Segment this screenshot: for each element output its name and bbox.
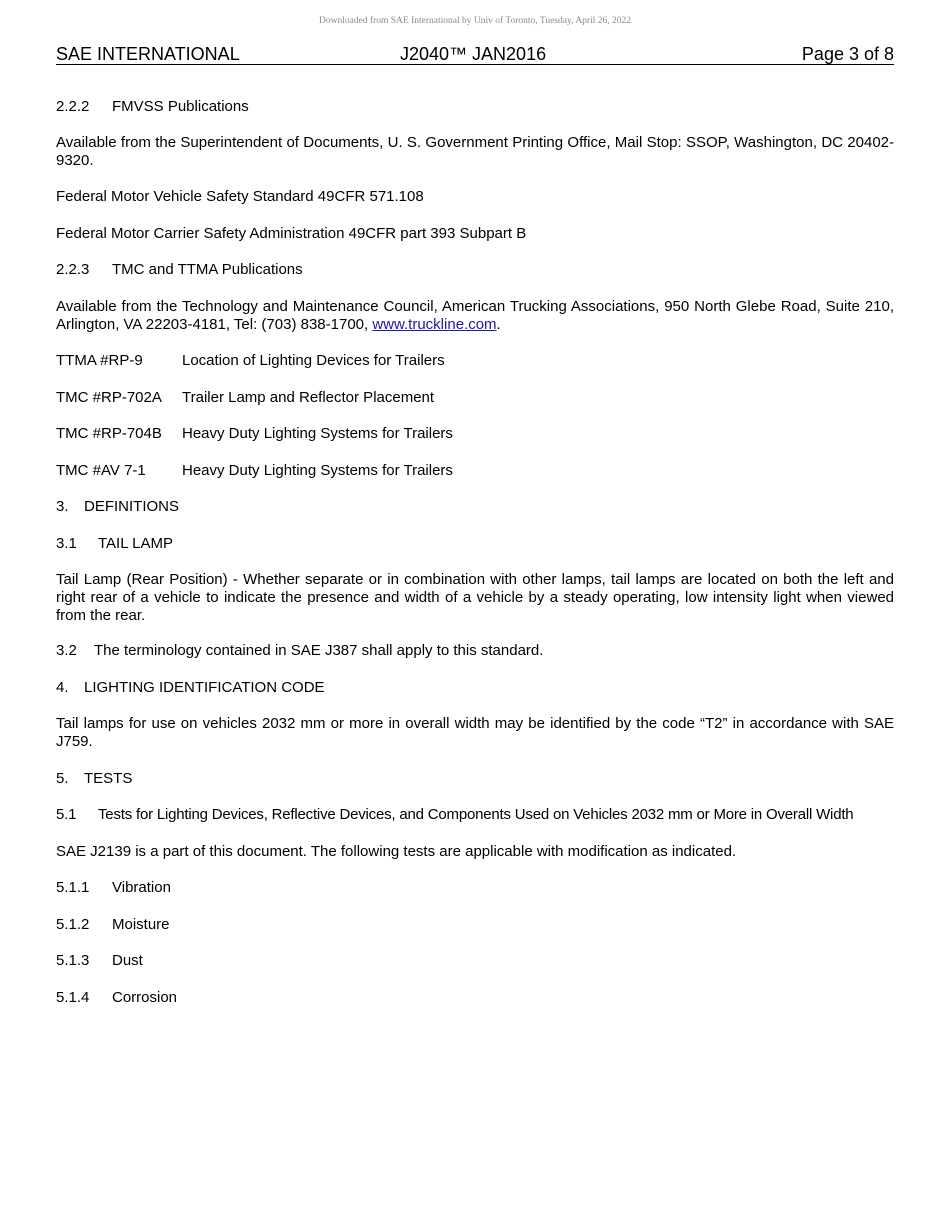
test-item: 5.1.3 Dust bbox=[56, 952, 143, 969]
section-2-2-2-heading: 2.2.2 FMVSS Publications bbox=[56, 98, 249, 115]
header-page-number: Page 3 of 8 bbox=[801, 44, 894, 64]
j2139-paragraph: SAE J2139 is a part of this document. The following tests are applicable with modification as indicated. bbox=[56, 843, 737, 860]
test-item: 5.1.1 Vibration bbox=[56, 879, 171, 896]
download-watermark: Downloaded from SAE International by Univ of Toronto, Tuesday, April 26, 2022 bbox=[318, 16, 631, 26]
page-header bbox=[56, 44, 894, 65]
section-5-1-heading: 5.1 Tests for Lighting Devices, Reflective Devices, and Components Used on Vehicles 2032 mm or More in Overall Width bbox=[56, 806, 854, 823]
reference-row bbox=[56, 389, 894, 407]
reference-code: TMC #AV 7-1 bbox=[56, 462, 146, 479]
truckline-link[interactable]: www.truckline.com bbox=[372, 316, 497, 333]
reference-title: Location of Lighting Devices for Trailers bbox=[182, 352, 445, 369]
tmc-availability-paragraph: Available from the Technology and Maintenance Council, American Trucking Associations, 950 North Glebe Road, Suite 210, Arlington, VA 22203-4181, Tel: (703) 838-1700, www.truckline.com. bbox=[56, 298, 894, 333]
reference-code: TMC #RP-702A bbox=[56, 389, 162, 406]
fmcsa-reference: Federal Motor Carrier Safety Administration 49CFR part 393 Subpart B bbox=[56, 225, 527, 242]
tail-lamp-definition: Tail Lamp (Rear Position) - Whether separate or in combination with other lamps, tail lamps are located on both the left and right rear of a vehicle to indicate the presence and width of a vehicle by a steady operating, low intensity light when viewed from the rear. bbox=[56, 571, 894, 624]
identification-code-paragraph: Tail lamps for use on vehicles 2032 mm or more in overall width may be identified by the code “T2” in accordance with SAE J759. bbox=[56, 715, 894, 750]
section-3-2: 3.2 The terminology contained in SAE J387 shall apply to this standard. bbox=[56, 642, 544, 659]
reference-row bbox=[56, 352, 894, 370]
reference-code: TMC #RP-704B bbox=[56, 425, 162, 442]
fmvss-standard-reference: Federal Motor Vehicle Safety Standard 49CFR 571.108 bbox=[56, 188, 424, 205]
reference-title: Heavy Duty Lighting Systems for Trailers bbox=[182, 425, 453, 442]
reference-title: Heavy Duty Lighting Systems for Trailers bbox=[182, 462, 453, 479]
section-3-1-heading: 3.1 TAIL LAMP bbox=[56, 535, 174, 552]
fmvss-availability-paragraph: Available from the Superintendent of Documents, U. S. Government Printing Office, Mail Stop: SSOP, Washington, DC 20402-9320. bbox=[56, 134, 894, 169]
section-3-heading: 3. DEFINITIONS bbox=[56, 498, 180, 515]
section-2-2-3-heading: 2.2.3 TMC and TTMA Publications bbox=[56, 261, 303, 278]
header-organization: SAE INTERNATIONAL bbox=[56, 44, 240, 64]
section-4-heading: 4. LIGHTING IDENTIFICATION CODE bbox=[56, 679, 325, 696]
test-item: 5.1.4 Corrosion bbox=[56, 989, 178, 1006]
reference-row bbox=[56, 462, 894, 480]
reference-row bbox=[56, 425, 894, 443]
reference-code: TTMA #RP-9 bbox=[56, 352, 143, 369]
test-item: 5.1.2 Moisture bbox=[56, 916, 170, 933]
section-5-heading: 5. TESTS bbox=[56, 770, 133, 787]
header-standard-id: J2040™ JAN2016 bbox=[400, 44, 547, 64]
reference-title: Trailer Lamp and Reflector Placement bbox=[182, 389, 435, 406]
